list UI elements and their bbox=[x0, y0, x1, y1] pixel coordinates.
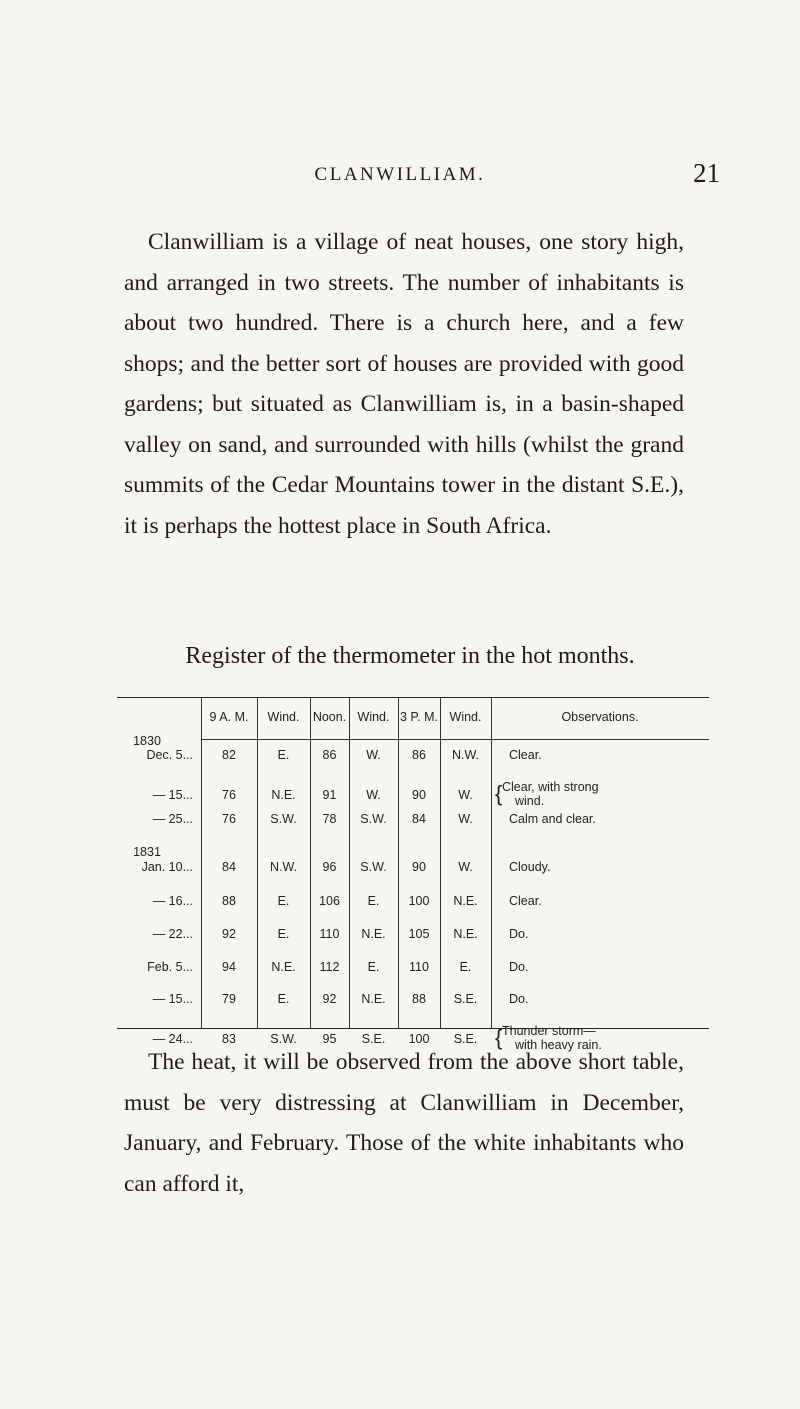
header-observations: Observations. bbox=[561, 710, 639, 724]
cell-am: 83 bbox=[222, 1032, 236, 1046]
cell-date: Jan. 10... bbox=[141, 860, 193, 874]
cell-am: 88 bbox=[222, 894, 236, 908]
cell-w1: E. bbox=[277, 894, 290, 908]
cell-w3: W. bbox=[458, 860, 473, 874]
cell-pm: 88 bbox=[412, 992, 426, 1006]
cell-w3: W. bbox=[458, 788, 473, 802]
cell-pm: 100 bbox=[408, 894, 430, 908]
header-noon: Noon. bbox=[312, 710, 347, 724]
cell-date: — 15... bbox=[152, 788, 193, 802]
cell-observation: Cloudy. bbox=[509, 860, 551, 874]
cell-w3: N.E. bbox=[453, 927, 478, 941]
cell-w1: S.W. bbox=[270, 812, 297, 826]
cell-observation-continued: wind. bbox=[515, 794, 545, 808]
cell-observation: Clear, with strong bbox=[502, 780, 599, 794]
cell-w2: W. bbox=[366, 748, 381, 762]
cell-w1: E. bbox=[277, 992, 290, 1006]
cell-noon: 106 bbox=[319, 894, 340, 908]
cell-w3: E. bbox=[459, 960, 472, 974]
running-title: CLANWILLIAM. bbox=[314, 164, 486, 185]
cell-pm: 84 bbox=[412, 812, 426, 826]
year-label-1831: 1831 bbox=[133, 845, 161, 859]
cell-observation: Do. bbox=[509, 927, 529, 941]
cell-noon: 110 bbox=[319, 927, 340, 941]
cell-noon: 78 bbox=[322, 812, 337, 826]
cell-observation: Do. bbox=[509, 960, 529, 974]
cell-date: Dec. 5... bbox=[146, 748, 193, 762]
cell-w1: N.E. bbox=[271, 960, 296, 974]
cell-date: — 22... bbox=[152, 927, 193, 941]
cell-observation: Calm and clear. bbox=[509, 812, 596, 826]
column-rule bbox=[491, 698, 492, 1028]
paragraph-1-text: Clanwilliam is a village of neat houses, one story high, and arranged in two streets. The number of inhabitants is about two hundred. There is a church here, and a few shops; and the better sort of houses are provided with good gardens; but situated as Clanwilliam is, in a basin-shaped valley on sand, and surrounded with hills (whilst the grand summits of the Cedar Mountains tower in the distant S.E.), it is perhaps the hottest place in South Africa. bbox=[124, 229, 684, 539]
header-3pm: 3 P. M. bbox=[400, 710, 438, 724]
cell-w1: N.E. bbox=[271, 788, 296, 802]
cell-w1: S.W. bbox=[270, 1032, 297, 1046]
cell-w1: E. bbox=[277, 748, 290, 762]
cell-date: — 25... bbox=[152, 812, 193, 826]
year-label-1830: 1830 bbox=[133, 734, 161, 748]
cell-pm: 105 bbox=[408, 927, 430, 941]
cell-pm: 86 bbox=[412, 748, 426, 762]
cell-w3: N.E. bbox=[453, 894, 478, 908]
header-wind-morning: Wind. bbox=[267, 710, 300, 724]
page-number: 21 bbox=[693, 158, 720, 188]
cell-observation: Do. bbox=[509, 992, 529, 1006]
header-rule bbox=[201, 739, 709, 740]
cell-pm: 90 bbox=[412, 860, 426, 874]
cell-w3: S.E. bbox=[453, 1032, 478, 1046]
cell-w2: E. bbox=[367, 960, 380, 974]
cell-w2: S.W. bbox=[360, 812, 387, 826]
cell-w2: N.E. bbox=[361, 992, 386, 1006]
cell-w1: E. bbox=[277, 927, 290, 941]
header-9am: 9 A. M. bbox=[209, 710, 249, 724]
cell-date: — 24... bbox=[152, 1032, 193, 1046]
cell-am: 94 bbox=[222, 960, 236, 974]
cell-date: — 16... bbox=[152, 894, 193, 908]
cell-w3: S.E. bbox=[453, 992, 478, 1006]
cell-am: 79 bbox=[222, 992, 236, 1006]
cell-w2: E. bbox=[367, 894, 380, 908]
cell-w2: S.W. bbox=[360, 860, 387, 874]
cell-pm: 110 bbox=[409, 960, 429, 974]
cell-noon: 92 bbox=[322, 992, 337, 1006]
cell-am: 84 bbox=[222, 860, 236, 874]
cell-noon: 96 bbox=[322, 860, 337, 874]
cell-observation: Clear. bbox=[509, 748, 542, 762]
table-heading: Register of the thermometer in the hot months. bbox=[185, 643, 635, 669]
cell-am: 92 bbox=[222, 927, 236, 941]
cell-date: Feb. 5... bbox=[147, 960, 193, 974]
header-wind-afternoon: Wind. bbox=[449, 710, 482, 724]
cell-w1: N.W. bbox=[269, 860, 298, 874]
thermometer-register-table bbox=[117, 697, 709, 1052]
paragraph-heat-remarks bbox=[124, 1042, 684, 1204]
cell-observation: Clear. bbox=[509, 894, 542, 908]
cell-noon: 95 bbox=[322, 1032, 337, 1046]
cell-w2: N.E. bbox=[361, 927, 386, 941]
cell-observation: Thunder storm— bbox=[502, 1024, 596, 1038]
cell-am: 76 bbox=[222, 788, 236, 802]
cell-observation-continued: with heavy rain. bbox=[515, 1038, 602, 1052]
cell-date: — 15... bbox=[152, 992, 193, 1006]
cell-w2: S.E. bbox=[361, 1032, 386, 1046]
cell-noon: 86 bbox=[322, 748, 337, 762]
brace-glyph: { bbox=[495, 1025, 503, 1050]
cell-pm: 100 bbox=[408, 1032, 430, 1046]
cell-noon: 112 bbox=[319, 960, 340, 974]
cell-w3: N.W. bbox=[451, 748, 480, 762]
cell-w2: W. bbox=[366, 788, 381, 802]
paragraph-clanwilliam-description bbox=[124, 222, 684, 546]
cell-am: 76 bbox=[222, 812, 236, 826]
paragraph-2-text: The heat, it will be observed from the above short table, must be very distressing at Clanwilliam in December, January, and February. Those of the white inhabitants who can afford it, bbox=[124, 1049, 684, 1197]
cell-noon: 91 bbox=[322, 788, 337, 802]
header-wind-noon: Wind. bbox=[357, 710, 390, 724]
cell-pm: 90 bbox=[412, 788, 426, 802]
cell-w3: W. bbox=[458, 812, 473, 826]
brace-glyph: { bbox=[495, 781, 503, 806]
page-header bbox=[0, 158, 800, 198]
cell-am: 82 bbox=[222, 748, 236, 762]
